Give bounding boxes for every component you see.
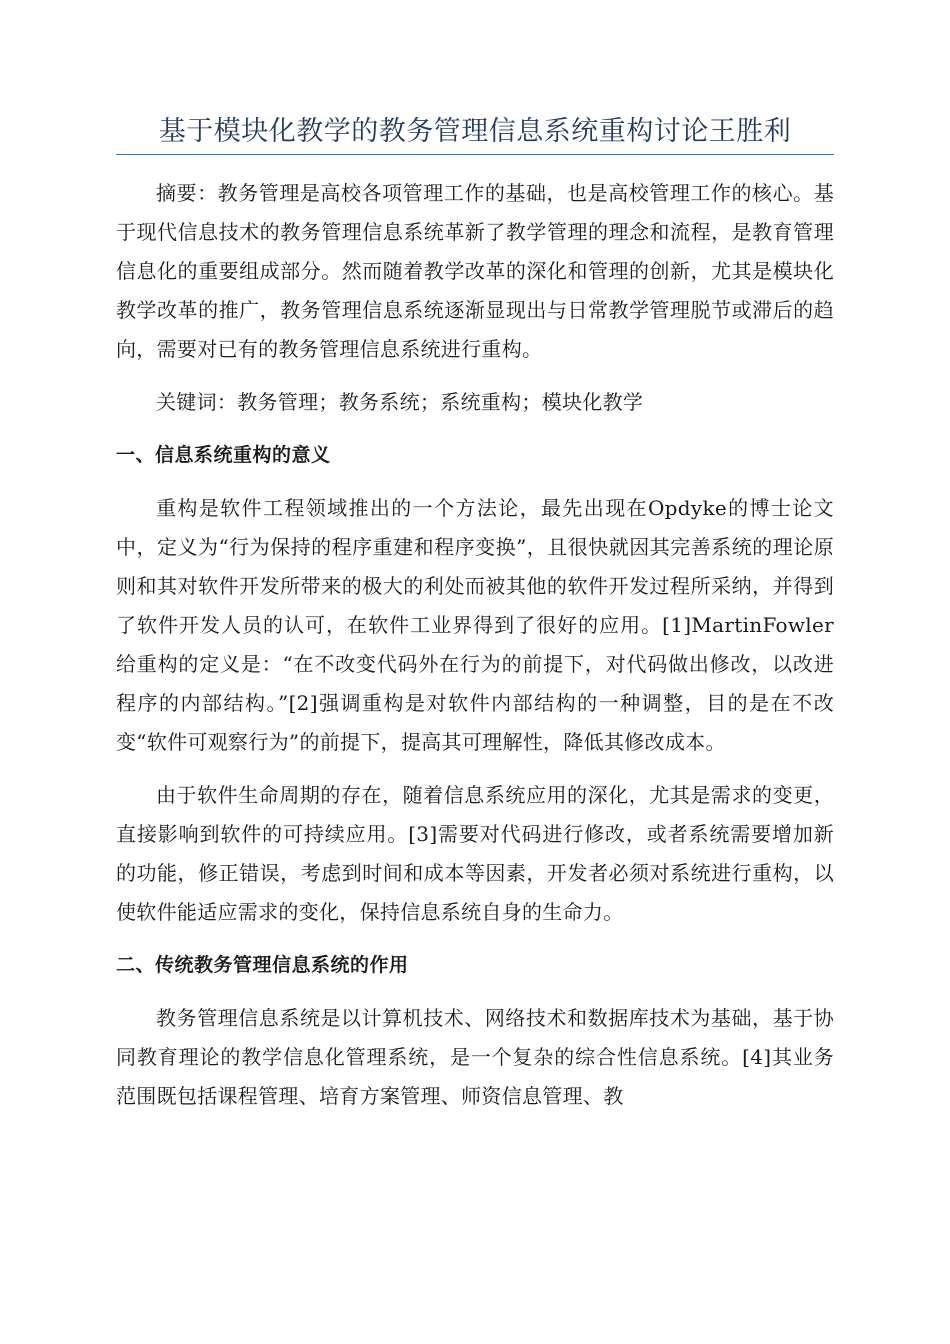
keywords-paragraph: 关键词：教务管理；教务系统；系统重构；模块化教学 bbox=[156, 390, 644, 414]
title-underline bbox=[116, 154, 834, 155]
abstract-paragraph: 摘要：教务管理是高校各项管理工作的基础，也是高校管理工作的核心。基于现代信息技术的教务管理信息系统革新了教学管理的理念和流程，是教育管理信息化的重要组成部分。然而随着教学改革的深化和管理的创新，尤其是模块化教学改革的推广，教务管理信息系统逐渐显现出与日常教学管理脱节或滞后的趋向，需要对已有的教务管理信息系统进行重构。 bbox=[116, 181, 834, 361]
section-heading-1: 一、信息系统重构的意义 bbox=[116, 444, 331, 466]
section-1-paragraph-1: 重构是软件工程领域推出的一个方法论，最先出现在Opdyke的博士论文中，定义为“行为保持的程序重建和程序变换”，且很快就因其完善系统的理论原则和其对软件开发所带来的极大的利处而被其他的软件开发过程所采纳，并得到了软件开发人员的认可，在软件工业界得到了很好的应用。[1]MartinFowler给重构的定义是：“在不改变代码外在行为的前提下，对代码做出修改，以改进程序的内部结构。”[2]强调重构是对软件内部结构的一种调整，目的是在不改变“软件可观察行为”的前提下，提高其可理解性，降低其修改成本。 bbox=[116, 496, 834, 754]
section-1-paragraph-2: 由于软件生命周期的存在，随着信息系统应用的深化，尤其是需求的变更，直接影响到软件的可持续应用。[3]需要对代码进行修改，或者系统需要增加新的功能，修正错误，考虑到时间和成本等因素，开发者必须对系统进行重构，以使软件能适应需求的变化，保持信息系统自身的生命力。 bbox=[116, 783, 834, 924]
document-title: 基于模块化教学的教务管理信息系统重构讨论王胜利 bbox=[158, 116, 792, 147]
section-heading-2: 二、传统教务管理信息系统的作用 bbox=[116, 954, 409, 976]
section-2-paragraph-1: 教务管理信息系统是以计算机技术、网络技术和数据库技术为基础，基于协同教育理论的教学信息化管理系统，是一个复杂的综合性信息系统。[4]其业务范围既包括课程管理、培育方案管理、师资信息管理、教 bbox=[116, 1006, 834, 1108]
document-body bbox=[116, 174, 834, 1116]
